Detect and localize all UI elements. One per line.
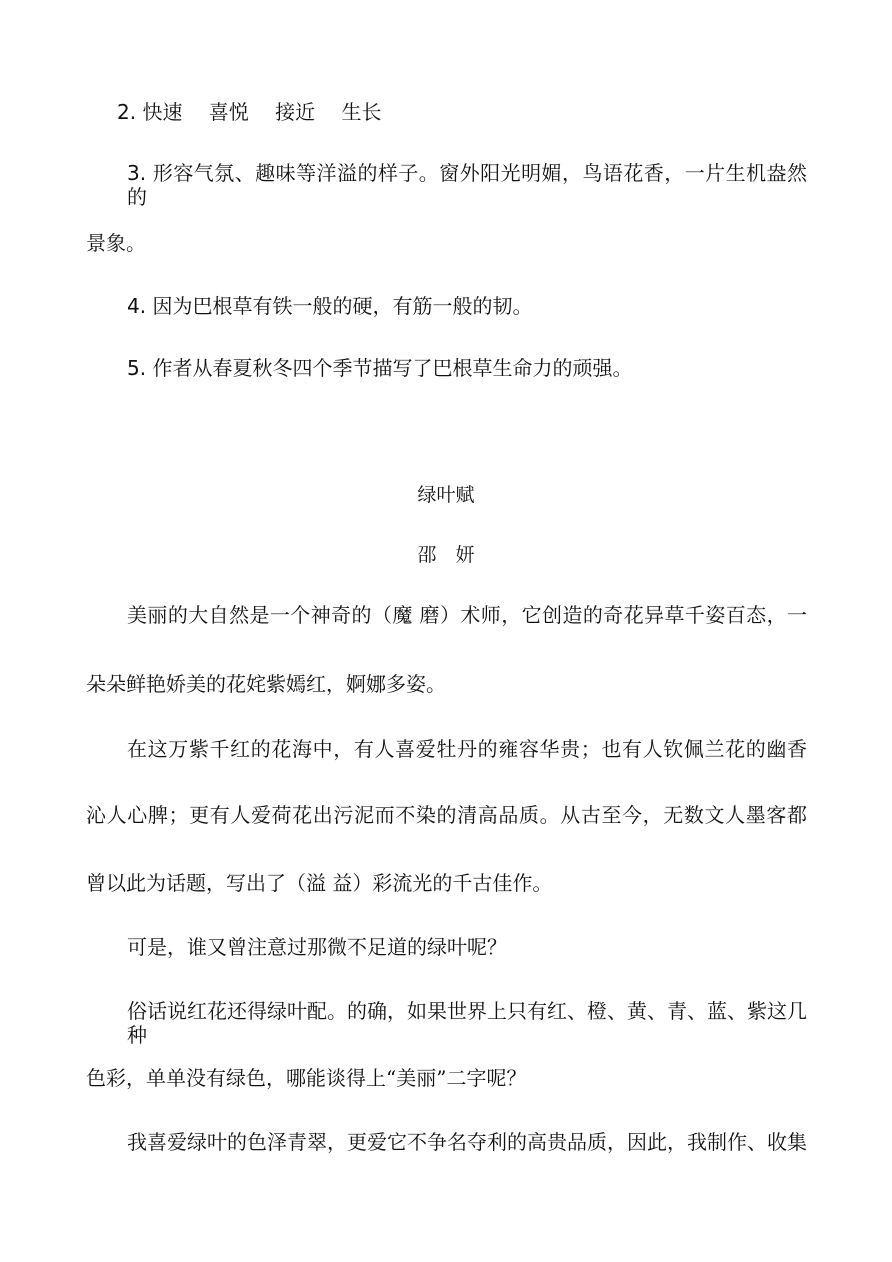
paragraph-line: 美丽的大自然是一个神奇的（魔 磨）术师，它创造的奇花异草千姿百态，一 — [127, 603, 807, 627]
paragraph-line: 曾以此为话题，写出了（溢 益）彩流光的千古佳作。 — [86, 871, 553, 895]
paragraph-line: 我喜爱绿叶的色泽青翠，更爱它不争名夺利的高贵品质，因此，我制作、收集 — [127, 1130, 807, 1154]
paragraph-line: 俗话说红花还得绿叶配。的确，如果世界上只有红、橙、黄、青、蓝、紫这几种 — [127, 999, 807, 1047]
paragraph-line: 色彩，单单没有绿色，哪能谈得上“美丽”二字呢？ — [86, 1066, 527, 1090]
paragraph-line: 可是，谁又曾注意过那微不足道的绿叶呢？ — [127, 935, 507, 959]
paragraph-line: 在这万紫千红的花海中，有人喜爱牡丹的雍容华贵；也有人钦佩兰花的幽香 — [127, 737, 807, 761]
paragraph-line: 朵朵鲜艳娇美的花姹紫嫣红，婀娜多姿。 — [86, 672, 446, 696]
answer-item-3-line-2: 景象。 — [86, 231, 146, 255]
paragraph-line: 沁人心脾；更有人爱荷花出污泥而不染的清高品质。从古至今，无数文人墨客都 — [86, 803, 807, 827]
answer-item-2: 2. 快速 喜悦 接近 生长 — [117, 100, 382, 124]
answer-item-5: 5. 作者从春夏秋冬四个季节描写了巴根草生命力的顽强。 — [127, 356, 633, 380]
article-author: 邵 妍 — [417, 544, 475, 566]
article-title: 绿叶赋 — [417, 484, 475, 506]
answer-item-3-line-1: 3. 形容气氛、趣味等洋溢的样子。窗外阳光明媚，鸟语花香，一片生机盎然的 — [127, 161, 807, 209]
answer-item-4: 4. 因为巴根草有铁一般的硬，有筋一般的韧。 — [127, 294, 533, 318]
